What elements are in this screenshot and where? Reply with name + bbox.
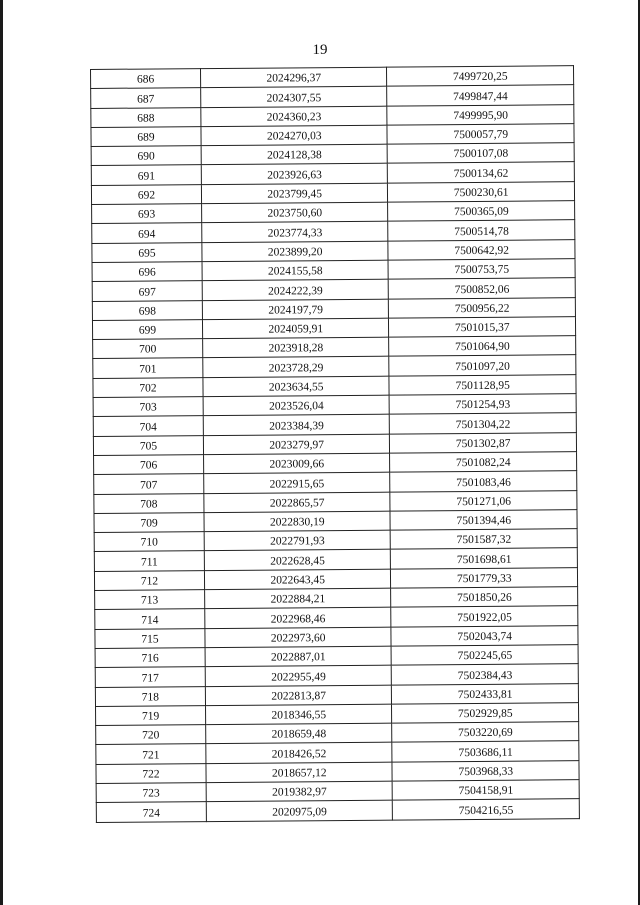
x-coordinate-cell: 2024360,23 [201,106,388,127]
x-coordinate-cell: 2023526,04 [203,395,390,416]
point-number-cell: 715 [95,628,205,648]
y-coordinate-cell: 7501698,61 [391,548,578,569]
y-coordinate-cell: 7500642,92 [388,239,575,260]
point-number-cell: 718 [95,686,205,706]
y-coordinate-cell: 7503686,11 [392,741,579,762]
point-number-cell: 707 [94,474,204,494]
x-coordinate-cell: 2024128,38 [201,144,388,165]
y-coordinate-cell: 7501587,32 [391,529,578,550]
point-number-cell: 705 [93,435,203,455]
scan-edge-left [0,0,3,905]
y-coordinate-cell: 7501271,06 [390,490,577,511]
y-coordinate-cell: 7500514,78 [388,220,575,241]
x-coordinate-cell: 2022973,60 [205,627,392,648]
point-number-cell: 690 [91,146,201,166]
y-coordinate-cell: 7500230,61 [388,181,575,202]
y-coordinate-cell: 7500057,79 [387,124,574,145]
y-coordinate-cell: 7501779,33 [391,567,578,588]
y-coordinate-cell: 7501097,20 [389,355,576,376]
y-coordinate-cell: 7499720,25 [387,66,574,87]
point-number-cell: 722 [96,763,206,783]
x-coordinate-cell: 2022955,49 [205,665,392,686]
y-coordinate-cell: 7502929,85 [392,702,579,723]
page-number: 19 [312,42,328,58]
point-number-cell: 716 [95,648,205,668]
y-coordinate-cell: 7500852,06 [389,278,576,299]
point-number-cell: 687 [91,88,201,108]
x-coordinate-cell: 2022865,57 [204,492,391,513]
y-coordinate-cell: 7503220,69 [392,722,579,743]
point-number-cell: 699 [92,319,202,339]
y-coordinate-cell: 7500107,08 [388,143,575,164]
x-coordinate-cell: 2023728,29 [203,357,390,378]
point-number-cell: 700 [93,339,203,359]
point-number-cell: 721 [96,744,206,764]
x-coordinate-cell: 2018426,52 [206,743,393,764]
coordinates-table [90,65,580,822]
y-coordinate-cell: 7502384,43 [392,664,579,685]
point-number-cell: 694 [92,223,202,243]
y-coordinate-cell: 7500365,09 [388,201,575,222]
point-number-cell: 695 [92,242,202,262]
x-coordinate-cell: 2018346,55 [205,704,392,725]
point-number-cell: 702 [93,377,203,397]
coordinates-table-body [91,66,580,822]
x-coordinate-cell: 2023384,39 [203,414,390,435]
x-coordinate-cell: 2024222,39 [202,279,389,300]
y-coordinate-cell: 7501304,22 [390,413,577,434]
x-coordinate-cell: 2022884,21 [205,588,392,609]
x-coordinate-cell: 2019382,97 [206,781,393,802]
y-coordinate-cell: 7500956,22 [389,297,576,318]
y-coordinate-cell: 7500753,75 [388,259,575,280]
point-number-cell: 689 [91,127,201,147]
y-coordinate-cell: 7504216,55 [393,799,580,820]
x-coordinate-cell: 2023009,66 [203,453,390,474]
x-coordinate-cell: 2022915,65 [204,472,391,493]
point-number-cell: 711 [94,551,204,571]
y-coordinate-cell: 7501922,05 [391,606,578,627]
x-coordinate-cell: 2024059,91 [202,318,389,339]
x-coordinate-cell: 2024296,37 [200,67,387,88]
y-coordinate-cell: 7501015,37 [389,317,576,338]
point-number-cell: 704 [93,416,203,436]
table-row [96,799,579,822]
x-coordinate-cell: 2022968,46 [205,607,392,628]
x-coordinate-cell: 2022887,01 [205,646,392,667]
x-coordinate-cell: 2023634,55 [203,376,390,397]
x-coordinate-cell: 2024197,79 [202,299,389,320]
y-coordinate-cell: 7501083,46 [390,471,577,492]
y-coordinate-cell: 7501850,26 [391,587,578,608]
x-coordinate-cell: 2023279,97 [203,434,390,455]
y-coordinate-cell: 7501082,24 [390,452,577,473]
point-number-cell: 712 [94,570,204,590]
x-coordinate-cell: 2018657,12 [206,762,393,783]
point-number-cell: 709 [94,512,204,532]
point-number-cell: 720 [96,725,206,745]
point-number-cell: 706 [94,455,204,475]
point-number-cell: 703 [93,397,203,417]
x-coordinate-cell: 2022813,87 [205,685,392,706]
point-number-cell: 717 [95,667,205,687]
y-coordinate-cell: 7502433,81 [392,683,579,704]
point-number-cell: 723 [96,783,206,803]
coordinates-table-wrap [88,65,592,834]
point-number-cell: 701 [93,358,203,378]
x-coordinate-cell: 2024307,55 [201,86,388,107]
x-coordinate-cell: 2023918,28 [203,337,390,358]
y-coordinate-cell: 7503968,33 [392,760,579,781]
point-number-cell: 719 [96,705,206,725]
x-coordinate-cell: 2024155,58 [202,260,389,281]
y-coordinate-cell: 7502245,65 [392,645,579,666]
x-coordinate-cell: 2022791,93 [204,530,391,551]
point-number-cell: 686 [91,69,201,89]
y-coordinate-cell: 7500134,62 [388,162,575,183]
point-number-cell: 710 [94,532,204,552]
y-coordinate-cell: 7504158,91 [393,780,580,801]
point-number-cell: 688 [91,107,201,127]
x-coordinate-cell: 2023799,45 [201,183,388,204]
x-coordinate-cell: 2022830,19 [204,511,391,532]
x-coordinate-cell: 2024270,03 [201,125,388,146]
y-coordinate-cell: 7501064,90 [389,336,576,357]
point-number-cell: 714 [95,609,205,629]
point-number-cell: 698 [92,300,202,320]
x-coordinate-cell: 2018659,48 [206,723,393,744]
point-number-cell: 697 [92,281,202,301]
point-number-cell: 696 [92,262,202,282]
y-coordinate-cell: 7499847,44 [387,85,574,106]
y-coordinate-cell: 7501302,87 [390,432,577,453]
point-number-cell: 693 [92,204,202,224]
y-coordinate-cell: 7501394,46 [390,510,577,531]
x-coordinate-cell: 2022643,45 [204,569,391,590]
point-number-cell: 691 [91,165,201,185]
y-coordinate-cell: 7501254,93 [390,394,577,415]
point-number-cell: 713 [95,590,205,610]
y-coordinate-cell: 7502043,74 [391,625,578,646]
x-coordinate-cell: 2020975,09 [206,800,393,821]
x-coordinate-cell: 2023926,63 [201,164,388,185]
point-number-cell: 692 [91,184,201,204]
point-number-cell: 708 [94,493,204,513]
x-coordinate-cell: 2023774,33 [202,222,389,243]
y-coordinate-cell: 7499995,90 [387,104,574,125]
y-coordinate-cell: 7501128,95 [389,374,576,395]
point-number-cell: 724 [96,802,206,822]
x-coordinate-cell: 2023899,20 [202,241,389,262]
x-coordinate-cell: 2023750,60 [202,202,389,223]
x-coordinate-cell: 2022628,45 [204,550,391,571]
